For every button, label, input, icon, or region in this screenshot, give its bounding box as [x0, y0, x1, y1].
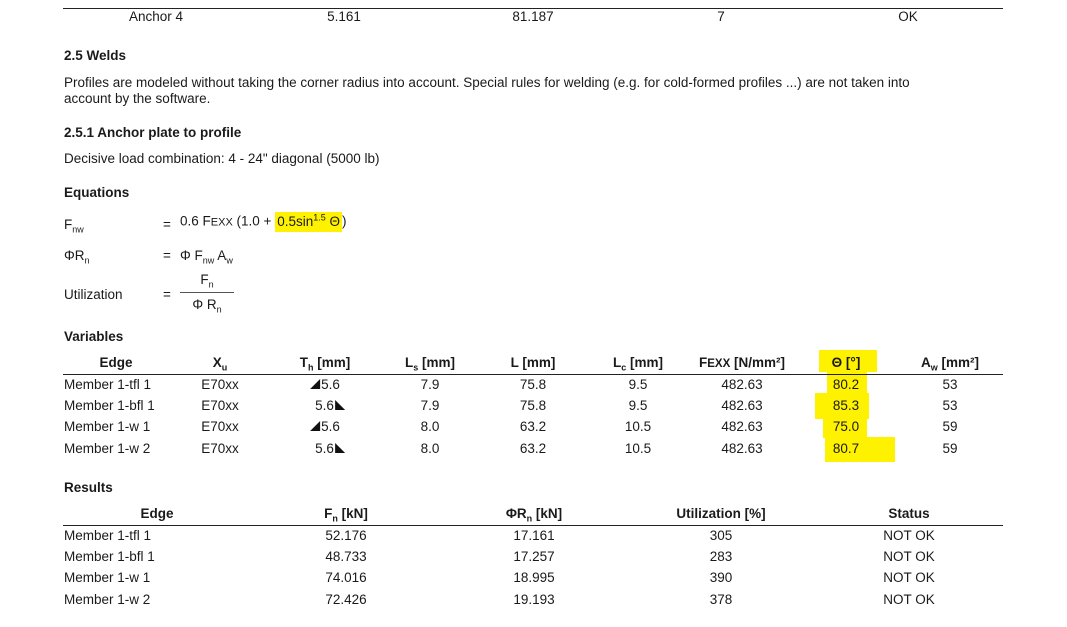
var-header-th: [300, 355, 351, 373]
eq-fnw-rhs-a: 0.6 F: [180, 213, 211, 229]
eq-fnw-highlight: [275, 212, 342, 232]
var-row-3-lc: 10.5: [624, 419, 652, 434]
res-header-fn-unit: [kN]: [337, 506, 368, 521]
res-header-phirn-main: ΦR: [505, 506, 527, 521]
var-row-3-l: 63.2: [519, 419, 547, 434]
eq-phirn-rhs-sub2: w: [226, 255, 233, 266]
res-row-4-utilization: 378: [709, 592, 733, 607]
prev-row-value2: 81.187: [512, 9, 554, 24]
eq-util-num-sub: n: [208, 279, 214, 290]
eq-util-numerator: [200, 272, 213, 290]
eq-fnw-exponent: 1.5: [313, 212, 326, 222]
var-header-ls-main: L: [404, 355, 414, 370]
eq-util-num-main: F: [200, 272, 209, 287]
res-header-edge: Edge: [140, 506, 174, 521]
res-row-3-fn: 74.016: [325, 570, 367, 585]
var-row-2-lc: 9.5: [628, 398, 648, 413]
var-header-ls-sub: s: [413, 362, 419, 373]
var-row-3-fexx: 482.63: [721, 419, 763, 434]
eq-util-equals: =: [163, 287, 171, 302]
var-row-2-th: [315, 398, 345, 413]
var-row-2-ls: 7.9: [420, 398, 440, 413]
eq-fnw-rhs-sub: EXX: [210, 216, 233, 229]
var-header-l: L [mm]: [510, 355, 556, 370]
var-row-1-fexx: 482.63: [721, 377, 763, 392]
eq-phirn-lhs-main: ΦR: [64, 248, 85, 263]
var-header-th-unit: [mm]: [313, 355, 351, 370]
var-header-th-main: T: [299, 355, 308, 370]
var-header-xu-main: X: [212, 355, 222, 370]
equations-title: Equations: [64, 185, 130, 200]
var-header-theta: Θ [°]: [831, 355, 861, 370]
eq-phirn-rhs: [180, 248, 233, 266]
prev-row-status: OK: [898, 9, 918, 24]
prev-row-anchor: Anchor 4: [129, 9, 184, 24]
var-row-1-xu: E70xx: [201, 377, 239, 392]
res-header-fn: [324, 506, 368, 524]
var-header-ls: [405, 355, 455, 373]
res-header-status: Status: [888, 506, 930, 521]
eq-fnw-theta: Θ: [329, 213, 341, 229]
eq-phirn-lhs-sub: n: [84, 255, 90, 266]
var-row-3-th: [310, 419, 340, 434]
res-header-phirn-sub: n: [526, 513, 533, 524]
res-row-3-phirn: 18.995: [513, 570, 555, 585]
res-row-3-utilization: 390: [709, 570, 733, 585]
res-header-fn-main: F: [324, 506, 333, 521]
res-row-4-edge: Member 1-w 2: [64, 592, 151, 607]
var-header-aw: [921, 355, 979, 373]
variables-header-rule: [63, 374, 1003, 375]
res-row-1-status: NOT OK: [883, 528, 935, 543]
var-row-2-aw: 53: [942, 398, 958, 413]
res-header-utilization: Utilization [%]: [676, 506, 766, 521]
var-header-aw-unit: [mm²]: [937, 355, 980, 370]
res-row-2-utilization: 283: [709, 549, 733, 564]
res-row-1-fn: 52.176: [325, 528, 367, 543]
var-row-1-theta: 80.2: [832, 377, 860, 392]
welds-paragraph-line1: Profiles are modeled without taking the corner radius into account. Special rules for welding (e.g. for cold-formed profiles ...) are not taken into: [64, 75, 910, 90]
var-header-lc-main: L: [612, 355, 622, 370]
res-row-4-status: NOT OK: [883, 592, 935, 607]
var-row-4-ls: 8.0: [420, 441, 440, 456]
res-header-phirn-unit: [kN]: [532, 506, 563, 521]
res-row-1-edge: Member 1-tfl 1: [64, 528, 152, 543]
eq-util-fraction-bar: [180, 292, 234, 293]
var-row-4-fexx: 482.63: [721, 441, 763, 456]
var-header-aw-main: A: [920, 355, 931, 370]
res-row-2-status: NOT OK: [883, 549, 935, 564]
eq-util-den-sub: n: [216, 304, 222, 315]
var-row-4-aw: 59: [942, 441, 958, 456]
eq-fnw-rhs-b: (1.0 +: [236, 213, 272, 229]
var-header-lc-sub: c: [621, 362, 627, 373]
var-row-2-fexx: 482.63: [721, 398, 763, 413]
var-row-1-th: [310, 377, 340, 392]
eq-util-lhs: Utilization: [64, 287, 123, 302]
res-row-3-edge: Member 1-w 1: [64, 570, 151, 585]
res-row-4-phirn: 19.193: [513, 592, 555, 607]
res-header-fn-sub: n: [332, 513, 338, 524]
var-row-4-theta: 80.7: [832, 441, 860, 456]
res-row-2-edge: Member 1-bfl 1: [64, 549, 155, 564]
var-header-th-sub: h: [308, 362, 314, 373]
var-header-edge: Edge: [99, 355, 133, 370]
variables-title: Variables: [64, 329, 124, 344]
res-row-2-phirn: 17.257: [513, 549, 555, 564]
var-row-4-edge: Member 1-w 2: [64, 441, 151, 456]
var-header-aw-sub: w: [930, 362, 938, 373]
weld-triangle-right-icon: [335, 400, 345, 410]
welds-title: 2.5 Welds: [64, 48, 127, 63]
eq-fnw-lhs: [64, 217, 84, 235]
eq-fnw-close: ): [342, 213, 347, 229]
res-row-3-status: NOT OK: [883, 570, 935, 585]
var-row-3-th-value: 5.6: [321, 419, 340, 434]
var-row-3-xu: E70xx: [201, 419, 239, 434]
var-row-3-ls: 8.0: [420, 419, 440, 434]
var-row-1-edge: Member 1-tfl 1: [64, 377, 152, 392]
var-header-ls-unit: [mm]: [418, 355, 456, 370]
var-header-fexx-sub: EXX: [707, 358, 731, 370]
var-row-1-l: 75.8: [519, 377, 547, 392]
eq-fnw-equals: =: [163, 217, 171, 232]
var-header-fexx: [699, 355, 785, 370]
decisive-load-combination: Decisive load combination: 4 - 24" diagonal (5000 lb): [64, 151, 380, 166]
var-row-3-theta: 75.0: [832, 419, 860, 434]
prev-row-value3: 7: [717, 9, 725, 24]
var-header-lc-unit: [mm]: [626, 355, 664, 370]
var-row-4-l: 63.2: [519, 441, 547, 456]
var-row-4-th-value: 5.6: [315, 441, 334, 456]
var-row-2-th-value: 5.6: [315, 398, 334, 413]
eq-fnw-lhs-sub: nw: [72, 224, 84, 235]
var-header-lc: [613, 355, 663, 373]
var-row-4-lc: 10.5: [624, 441, 652, 456]
var-header-fexx-unit: [N/mm²]: [730, 355, 786, 370]
res-row-1-utilization: 305: [709, 528, 733, 543]
eq-phirn-equals: =: [163, 248, 171, 263]
eq-fnw-sin: 0.5sin: [277, 213, 314, 229]
var-row-2-xu: E70xx: [201, 398, 239, 413]
var-row-1-th-value: 5.6: [321, 377, 340, 392]
results-header-rule: [63, 525, 1003, 526]
eq-phirn-rhs-sub1: nw: [202, 255, 215, 266]
var-header-xu-sub: u: [221, 362, 228, 373]
var-row-3-edge: Member 1-w 1: [64, 419, 151, 434]
var-row-1-aw: 53: [942, 377, 958, 392]
eq-phirn-lhs: [64, 248, 90, 266]
res-row-1-phirn: 17.161: [513, 528, 555, 543]
var-header-fexx-main: F: [698, 355, 708, 370]
eq-fnw-rhs: [180, 212, 347, 229]
res-header-phirn: [506, 506, 562, 524]
var-row-4-th: [315, 441, 345, 456]
var-row-4-xu: E70xx: [201, 441, 239, 456]
welds-paragraph-line2: account by the software.: [64, 91, 211, 106]
subsection-title: 2.5.1 Anchor plate to profile: [64, 125, 242, 140]
res-row-4-fn: 72.426: [325, 592, 367, 607]
eq-util-den-main: Φ R: [192, 297, 217, 312]
var-row-3-aw: 59: [942, 419, 958, 434]
var-row-2-l: 75.8: [519, 398, 547, 413]
weld-triangle-left-icon: [310, 421, 320, 431]
var-row-2-edge: Member 1-bfl 1: [64, 398, 155, 413]
var-row-1-lc: 9.5: [628, 377, 648, 392]
weld-triangle-left-icon: [310, 379, 320, 389]
var-row-1-ls: 7.9: [420, 377, 440, 392]
res-row-2-fn: 48.733: [325, 549, 367, 564]
results-title: Results: [64, 480, 113, 495]
var-header-xu: [213, 355, 228, 373]
eq-util-denominator: [192, 297, 221, 315]
eq-fnw-lhs-main: F: [64, 217, 73, 232]
eq-phirn-rhs-main: Φ F: [180, 248, 203, 263]
eq-phirn-rhs-mid: A: [214, 248, 227, 263]
weld-triangle-right-icon: [335, 443, 345, 453]
prev-row-value1: 5.161: [327, 9, 361, 24]
var-row-2-theta: 85.3: [832, 398, 860, 413]
